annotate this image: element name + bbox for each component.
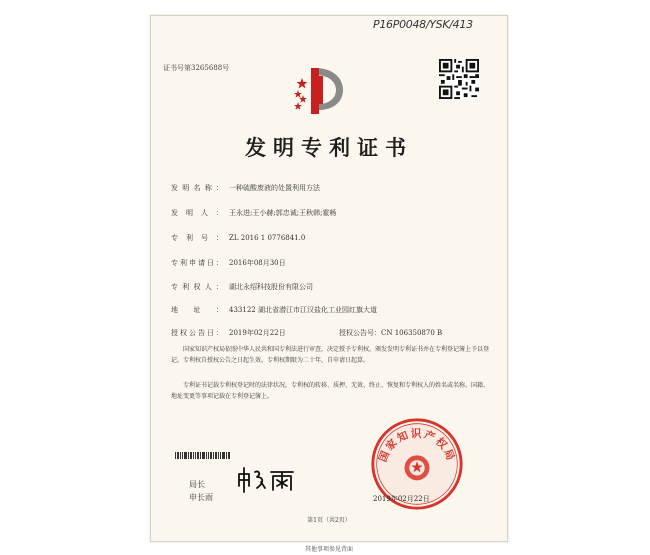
field-label: 授权公告日： <box>171 329 223 337</box>
field-value: 湖北永绍科技股份有限公司 <box>229 283 313 291</box>
field-application-date <box>171 258 286 268</box>
director-title: 局长 <box>189 480 205 489</box>
handwritten-note: P16P0048/YSK/413 <box>373 18 473 31</box>
field-label: 地址： <box>171 306 223 314</box>
field-inventors <box>171 208 336 218</box>
grant-statement-paragraph: 国家知识产权局依照中华人民共和国专利法进行审查，决定授予专利权，颁发发明专利证书并在专利登记簿上予以登记。专利权自授权公告之日起生效。专利权期限为二十年，自申请日起算。 <box>171 346 490 364</box>
field-value: CN 106350870 B <box>381 329 443 337</box>
field-label: 专利号： <box>171 234 223 242</box>
field-value: 王永进;王小赫;郭忠诚;王秋韩;霍畅 <box>229 209 337 217</box>
qr-code-icon <box>439 59 479 99</box>
certificate-number: 证书号第3265688号 <box>163 64 230 72</box>
field-label: 专利申请日： <box>171 259 223 267</box>
field-grant-date <box>171 328 286 338</box>
field-value: 2019年02月22日 <box>229 329 286 337</box>
director-name: 申长雨 <box>189 493 213 502</box>
patent-certificate <box>150 15 508 553</box>
field-patentee <box>171 282 313 292</box>
barcode-icon <box>175 452 231 459</box>
field-invention-name <box>171 183 320 193</box>
field-value: 433122 湖北省潜江市江汉盐化工业园红旗大道 <box>229 306 377 314</box>
director-signature-icon <box>235 464 297 494</box>
legal-status-paragraph: 专利证书记载专利权登记时的法律状况。专利权的转移、质押、无效、终止、恢复和专利权人的姓名或名称、国籍、地址变更等事项记载在专利登记簿上。 <box>171 382 490 400</box>
field-label: 专利权人： <box>171 283 223 291</box>
field-patent-number <box>171 233 305 243</box>
field-label: 授权公告号： <box>339 329 381 337</box>
field-label: 发明人： <box>171 209 223 217</box>
cnipa-logo-icon <box>293 64 349 116</box>
field-value: 一种硫酸废液的处置利用方法 <box>229 184 320 192</box>
footer-note: 其他事项参见背面 <box>304 546 353 553</box>
field-value: ZL 2016 1 0776841.0 <box>229 234 306 242</box>
field-label: 发明名称： <box>171 184 223 192</box>
field-value: 2016年08月30日 <box>229 259 286 267</box>
certificate-title: 发明专利证书 <box>245 135 413 160</box>
field-address <box>171 305 377 315</box>
field-grant-number <box>339 328 442 338</box>
seal-date: 2019年02月22日 <box>373 495 430 503</box>
seal-text: 国家知识产权局 <box>376 428 458 464</box>
page-number: 第1页（共2页） <box>307 517 351 524</box>
